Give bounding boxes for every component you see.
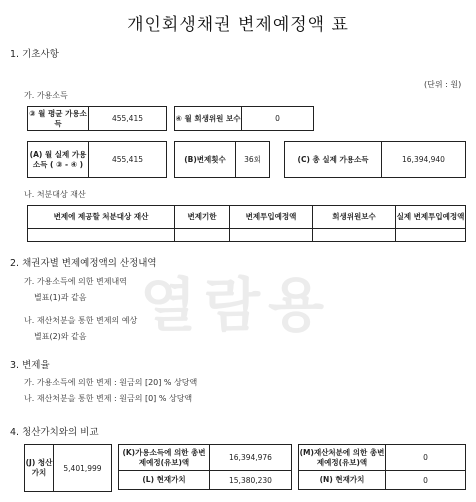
property-header-cell: 변제에 제공할 처분대상 재산 (28, 206, 175, 229)
section-4-heading: 4. 청산가치와의 비교 (10, 427, 99, 438)
property-header-cell: 변제투입예정액 (230, 206, 313, 229)
income-rate-line: 가. 가용소득에 의한 변제 : 원금의 [20] % 상당액 (24, 378, 198, 387)
unit-label: (단위 : 원) (424, 80, 462, 89)
income-total-value: 16,394,976 (210, 445, 292, 471)
total-income-value: 16,394,940 (382, 142, 466, 178)
payments-label: (B)변제횟수 (175, 142, 236, 178)
property-header-cell: 변제기한 (175, 206, 230, 229)
property-total-label: (M)재산처분에 의한 총변제예정(유보)액 (299, 445, 386, 471)
property-header-row (28, 206, 466, 229)
liquidation-value-box (24, 444, 112, 492)
income-present-value: 15,380,230 (210, 471, 292, 490)
section-1-heading: 1. 기초사항 (10, 49, 59, 60)
total-income-box (284, 141, 466, 178)
payments-value: 36회 (236, 142, 270, 178)
avg-income-label: ③ 월 평균 가용소득 (28, 107, 89, 131)
income-present-value-label: (L) 현재가치 (119, 471, 210, 490)
section-3-heading: 3. 변제율 (10, 360, 50, 371)
actual-income-value: 455,415 (89, 142, 167, 178)
property-rate-line: 나. 재산처분을 통한 변제 : 원금의 [0] % 상당액 (24, 394, 193, 403)
watermark: 열람용 (140, 271, 333, 339)
actual-income-box (27, 141, 167, 178)
payments-box (174, 141, 270, 178)
property-subheading: 나. 처분대상 재산 (24, 190, 86, 199)
property-repayment-subheading: 나. 재산처분을 통한 변제의 예상 (24, 316, 138, 325)
income-repayment-note: 별표(1)과 같음 (34, 293, 87, 302)
trustee-fee-label: ④ 월 회생위원 보수 (175, 107, 242, 131)
avg-income-value: 455,415 (89, 107, 167, 131)
property-empty-row (28, 229, 466, 242)
property-present-value-label: (N) 현재가치 (299, 471, 386, 490)
property-header-cell: 회생위원보수 (313, 206, 396, 229)
liquidation-value: 5,401,999 (54, 445, 112, 492)
income-total-box (118, 444, 292, 490)
actual-income-label: (A) 월 실제 가용소득 ( ③ - ④ ) (28, 142, 89, 178)
available-income-subheading: 가. 가용소득 (24, 91, 68, 100)
property-repayment-note: 별표(2)와 같음 (34, 332, 87, 341)
property-header-cell: 실제 변제투입예정액 (396, 206, 466, 229)
income-repayment-subheading: 가. 가용소득에 의한 변제내역 (24, 277, 127, 286)
liquidation-value-label: (J) 청산 가치 (25, 445, 54, 492)
avg-income-box (27, 106, 167, 131)
trustee-fee-box (174, 106, 314, 131)
income-total-label: (K)가용소득에 의한 총변제예정(유보)액 (119, 445, 210, 471)
property-total-box (298, 444, 466, 490)
property-table (27, 205, 466, 242)
property-total-value: 0 (386, 445, 466, 471)
property-present-value: 0 (386, 471, 466, 490)
section-2-heading: 2. 채권자별 변제예정액의 산정내역 (10, 258, 157, 269)
total-income-label: (C) 총 실제 가용소득 (285, 142, 382, 178)
page-title: 개인회생채권 변제예정액 표 (127, 15, 349, 35)
trustee-fee-value: 0 (242, 107, 314, 131)
